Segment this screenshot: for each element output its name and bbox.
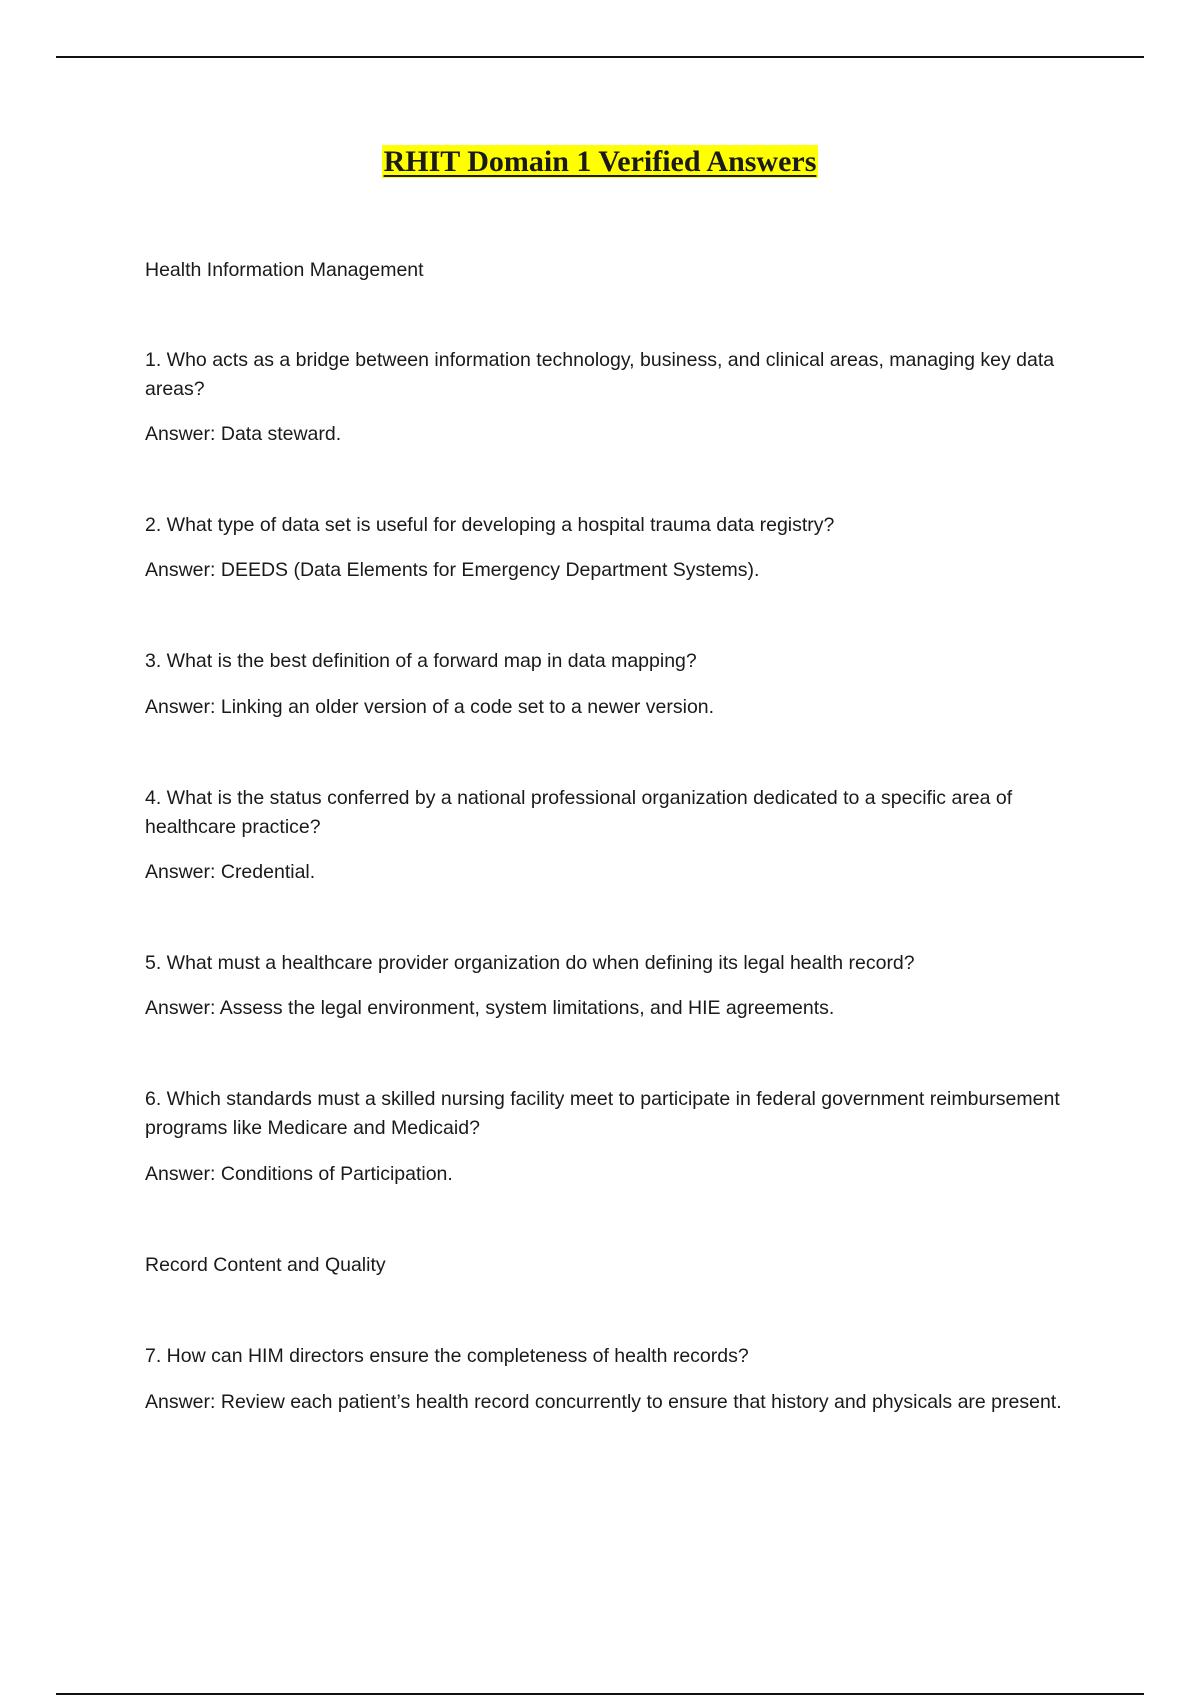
section-heading-record-content-and-quality: Record Content and Quality — [145, 1254, 386, 1276]
document-title — [0, 142, 1200, 182]
answer-2: Answer: DEEDS (Data Elements for Emergency Department Systems). — [145, 559, 760, 581]
question-2: 2. What type of data set is useful for developing a hospital trauma data registry? — [145, 514, 835, 536]
section-heading-health-information-management: Health Information Management — [145, 259, 424, 281]
question-6: 6. Which standards must a skilled nursing facility meet to participate in federal government reimbursement programs like Medicare and Medicaid? — [145, 1088, 1060, 1139]
question-7: 7. How can HIM directors ensure the completeness of health records? — [145, 1345, 749, 1367]
question-5: 5. What must a healthcare provider organization do when defining its legal health record? — [145, 952, 915, 974]
footer-rule — [56, 1693, 1144, 1695]
question-4: 4. What is the status conferred by a national professional organization dedicated to a specific area of healthcare practice? — [145, 787, 1013, 838]
question-3: 3. What is the best definition of a forward map in data mapping? — [145, 650, 697, 672]
answer-4: Answer: Credential. — [145, 861, 316, 883]
answer-3: Answer: Linking an older version of a code set to a newer version. — [145, 696, 715, 718]
question-1: 1. Who acts as a bridge between information technology, business, and clinical areas, managing key data areas? — [145, 349, 1055, 400]
answer-6: Answer: Conditions of Participation. — [145, 1163, 453, 1185]
header-rule — [56, 56, 1144, 58]
answer-7: Answer: Review each patient’s health record concurrently to ensure that history and physicals are present. — [145, 1391, 1062, 1413]
answer-1: Answer: Data steward. — [145, 423, 342, 445]
document-title-highlight: RHIT Domain 1 Verified Answers — [383, 145, 817, 178]
answer-5: Answer: Assess the legal environment, system limitations, and HIE agreements. — [145, 997, 835, 1019]
